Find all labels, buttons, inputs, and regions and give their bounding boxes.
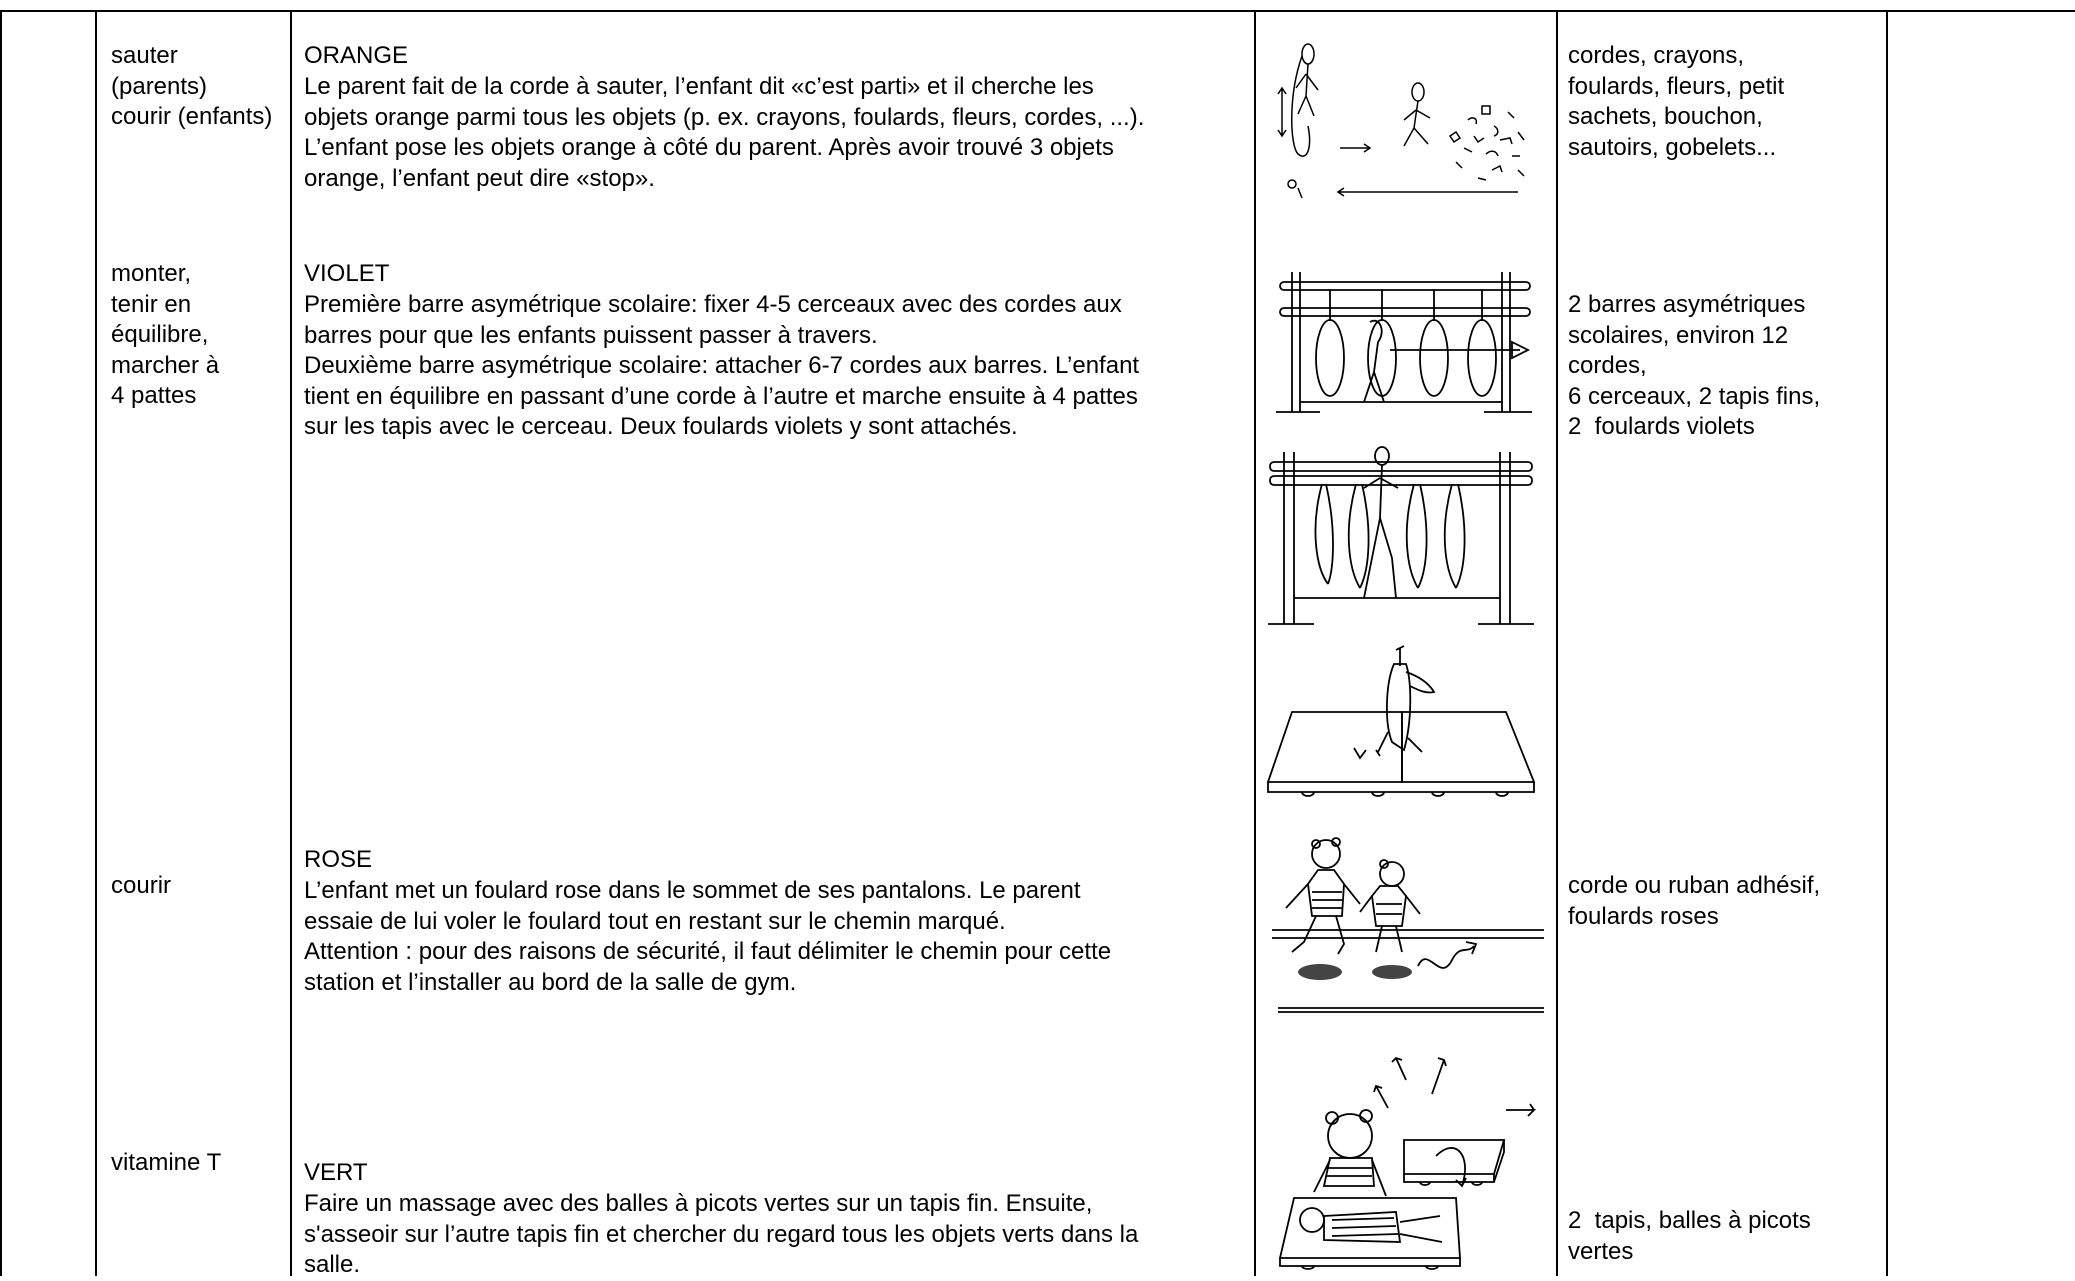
material-cell: 2 tapis, balles à picots vertes xyxy=(1568,1207,1811,1265)
table-border-1 xyxy=(95,10,97,1276)
scarf-chase-illustration xyxy=(1268,834,1548,1014)
station-description: Faire un massage avec des balles à picots vertes sur un tapis fin. Ensuite, s'asseoir sur l’autre tapis fin et chercher du regard tous les objets verts dans la salle. xyxy=(304,1190,1139,1278)
asymmetric-bar-with-hoops-illustration xyxy=(1270,262,1550,420)
table-border-0 xyxy=(0,10,2,1276)
table-border-5 xyxy=(1886,10,1888,1276)
station-color-title: ORANGE xyxy=(304,42,409,69)
station-description: Le parent fait de la corde à sauter, l’enfant dit «c’est parti» et il cherche les objets orange parmi tous les objets (p. ex. crayons, foulards, fleurs, cordes, ...). L’enfant pose les objets orange à côté du parent. Après avoir trouvé 3 objets orange, l’enfant peut dire «stop». xyxy=(304,73,1145,192)
station-color-title: ROSE xyxy=(304,846,373,873)
massage-on-mat-illustration xyxy=(1276,1056,1558,1268)
station-color-title: VIOLET xyxy=(304,260,390,287)
skill-cell: monter, tenir en équilibre, marcher à 4 pattes xyxy=(111,260,220,409)
station-description: L’enfant met un foulard rose dans le sommet de ses pantalons. Le parent essaie de lui voler le foulard tout en restant sur le chemin marqué. Attention : pour des raisons de sécurité, il faut délimiter le chemin pour cette station et l’installer au bord de la salle de gym. xyxy=(304,877,1112,996)
table-top-border xyxy=(0,10,2075,12)
mats-with-hoop-illustration xyxy=(1262,642,1544,800)
material-cell: corde ou ruban adhésif, foulards roses xyxy=(1568,872,1821,930)
jump-rope-and-search-illustration xyxy=(1268,36,1548,208)
material-cell: 2 barres asymétriques scolaires, environ 12 cordes, 6 cerceaux, 2 tapis fins, 2 foulards violets xyxy=(1568,291,1821,440)
station-description: Première barre asymétrique scolaire: fixer 4-5 cerceaux avec des cordes aux barres pour que les enfants puissent passer à travers. Deuxième barre asymétrique scolaire: attacher 6-7 cordes aux barres. L’enfant tient en équilibre en passant d’une corde à l’autre et marche ensuite à 4 pattes sur les tapis avec le cerceau. Deux foulards violets y sont attachés. xyxy=(304,291,1140,440)
table-border-3 xyxy=(1254,10,1256,1276)
skill-cell: courir xyxy=(111,872,172,899)
material-cell: cordes, crayons, foulards, fleurs, petit sachets, bouchon, sautoirs, gobelets... xyxy=(1568,42,1785,161)
skill-cell: sauter (parents) courir (enfants) xyxy=(111,42,273,130)
station-color-title: VERT xyxy=(304,1159,368,1186)
asymmetric-bar-with-ropes-illustration xyxy=(1264,448,1542,628)
table-border-2 xyxy=(290,10,292,1276)
skill-cell: vitamine T xyxy=(111,1149,222,1176)
